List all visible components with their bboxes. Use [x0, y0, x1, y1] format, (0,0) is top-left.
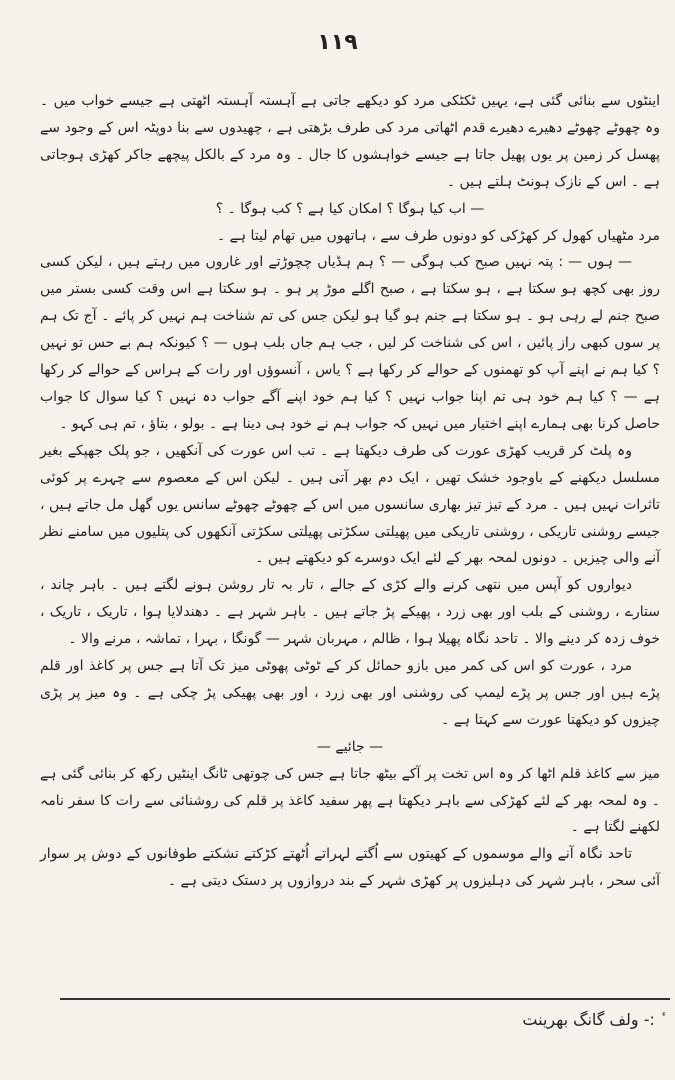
body-text — [40, 88, 660, 895]
paragraph: وہ پلٹ کر قریب کھڑی عورت کی طرف دیکھتا ہے ۔ تب اس عورت کی آنکھیں ، جو پلک جھپکے بغیر مسلسل دیکھنے کے باوجود خشک تھیں ، ایک دم بھر آتی ہیں ۔ لیکن اس کے معصوم سے چہرے پر کوئی تاثرات نہیں ہیں ۔ مرد کے تیز تیز بھاری سانسوں میں اس کے چھوٹے چھوٹے سانس یوں گھل مل جاتے ہیں ، جیسے روشنی تاریکی ، روشنی تاریکی میں پھیلتی سکڑتی پھیلتی سکڑتی آنکھوں کی پتلیوں میں سامنے نظر آنے والی چیزیں ۔ دونوں لمحہ بھر کے لئے ایک دوسرے کو دیکھتے ہیں ۔ — [40, 442, 660, 567]
dialogue-line: — اب کیا ہوگا ؟ امکان کیا ہے ؟ کب ہوگا ۔ ؟ — [215, 200, 485, 217]
footnote: ٔ :- ولف گانگ بھرینت — [522, 1010, 660, 1029]
paragraph: مرد ، عورت کو اس کی کمر میں بازو حمائل کر کے ٹوٹی پھوٹی میز تک آتا ہے جس پر کاغذ اور قلم پڑے ہیں اور جس پر پڑے لیمپ کی روشنی اور بھی زرد ، اور بھی پھیکی پڑ چکی ہے ۔ وہ میز پر پڑی چیزوں کو دیکھتا عورت سے کہتا ہے ۔ — [40, 658, 660, 728]
paragraph: میز سے کاغذ قلم اٹھا کر وہ اس تخت پر آکے بیٹھ جاتا ہے جس کی چوتھی ٹانگ اینٹیں رکھ کر بنائی گئی ہے ۔ وہ لمحہ بھر کے لئے کھڑکی سے باہر دیکھتا ہے پھر سفید کاغذ پر قلم کی روشنائی سے رات کا سفر نامہ لکھنے لگتا ہے ۔ — [40, 765, 660, 836]
paragraph: — ہوں — : پتہ نہیں صبح کب ہوگی — ؟ ہم ہڈیاں چچوڑتے اور غاروں میں رہتے ہیں ، لیکن کسی روز بھی کچھ ہو سکتا ہے ، ہو سکتا ہے ، صبح اگلے موڑ پر ہو ۔ ہو سکتا ہے اس وقت کسی بستر میں صبح جنم لے رہی ہو ۔ ہو سکتا ہے جنم ہو گیا ہو لیکن جس کی تم شناخت ہم نہیں کر پائے ۔ آج تک ہم پر سوں کبھی راز پائیں ، اس کی شناخت کر لیں ، جب ہم جاں بلب ہوں — ؟ کیونکہ ہم بے حس تو نہیں ؟ کیا ہم نے اپنے آپ کو تھمنوں کے حوالے کر رکھا ہے ؟ یاس ، آنسوؤں اور رات کے ہراس کے حوالے کر رکھا ہے — ؟ کیا ہم خود ہی تم اپنا جواب نہیں ؟ کیا ہم خود اپنے آگے جواب دہ نہیں ؟ کیا سوال کا جواب حاصل کرنا بھی ہمارے اپنے اختیار میں نہیں کہ جواب ہم نے خود ہی دینا ہے ۔ بولو ، بتاؤ ، تم ہی کہو ۔ — [40, 254, 660, 432]
footnote-divider — [60, 998, 670, 1000]
paragraph: اینٹوں سے بنائی گئی ہے، یہیں ٹکٹکی مرد کو دیکھے جاتی ہے آہستہ آہستہ اٹھتی ہے جیسے خواب میں ۔ وہ چھوٹے چھوٹے دھیرے دھیرے قدم اٹھاتی مرد کی طرف بڑھتی ہے ، چھیدوں سے بنا دوپٹہ اس کے وجود سے پھسل کر زمین پر یوں پھیل جاتا ہے جیسے خواہشوں کا جال ۔ وہ مرد کے بالکل پیچھے جاکر کھڑی ہوجاتی ہے ۔ اس کے نازک ہونٹ ہلتے ہیں ۔ — [40, 93, 660, 190]
paragraph: دیواروں کو آپس میں نتھی کرنے والے کڑی کے جالے ، تار بہ تار روشن ہونے لگتے ہیں ۔ باہر چاند ، ستارے ، روشنی کے بلب اور بھی زرد ، پھیکے پڑ جاتے ہیں ۔ باہر شہر ہے ۔ دھندلایا ہوا ، تاریک ، تاریک ، خوف زدہ کر دینے والا ۔ تاحد نگاہ پھیلا ہوا ، ظالم ، مہربان شہر — گونگا ، بہرا ، تماشہ ، مرنے والا ۔ — [40, 577, 660, 648]
paragraph: مرد مٹھیاں کھول کر کھڑکی کو دونوں طرف سے ، ہاتھوں میں تھام لیتا ہے ۔ — [217, 227, 660, 244]
dialogue-line: — جائیے — — [316, 738, 384, 755]
page-number: ۱۱۹ — [317, 30, 358, 55]
paragraph: تاحد نگاہ آنے والے موسموں کے کھیتوں سے اُگتے لہراتے اُٹھتے کڑکتے تشکتے طوفانوں کے دوش پر سوار آئی سحر ، باہر شہر کی دہلیزوں پر کھڑی شہر کے بند دروازوں پر دستک دیتی ہے ۔ — [40, 846, 660, 890]
